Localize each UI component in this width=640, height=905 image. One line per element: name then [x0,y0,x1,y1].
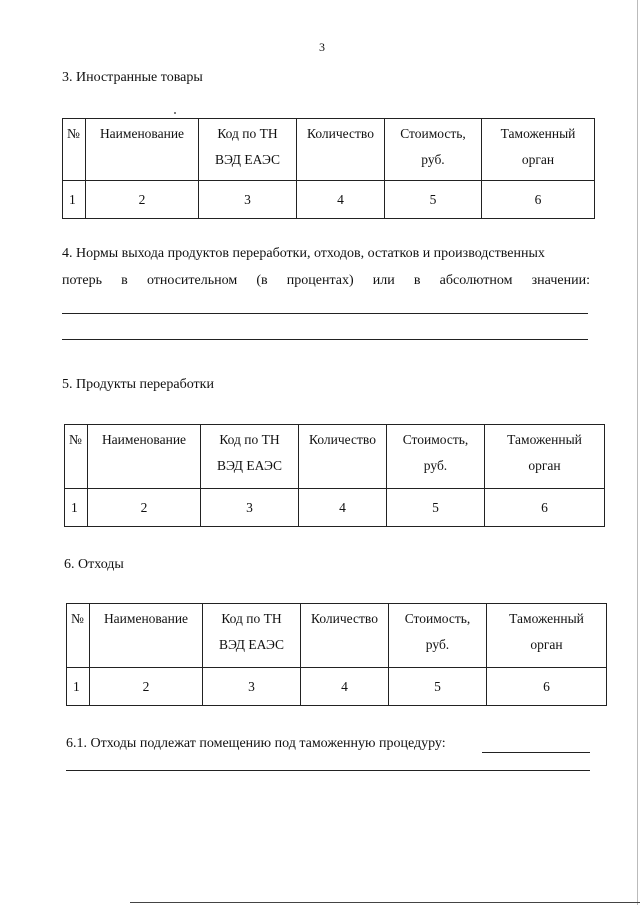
header-cell-name [88,425,201,489]
header-cell-name [90,604,203,668]
header-cell-code [199,119,297,181]
header-line: ВЭД ЕАЭС [217,458,282,473]
number-cell: 1 [63,181,86,219]
header-line: Таможенный [507,432,582,447]
section-4-word: процентах) [286,273,354,288]
section-4-line-1 [62,246,590,262]
number-cell: 5 [387,489,485,527]
header-cell-number [65,425,88,489]
section-4-word: относительном [146,273,238,288]
header-line: № [67,126,80,141]
header-line: орган [521,152,555,167]
header-line: Стоимость, [402,432,469,447]
fill-in-line [482,752,590,753]
page-number: 3 [319,40,325,54]
section-6-1-text: 6.1. Отходы подлежат помещению под таможенную процедуру: [66,736,446,751]
header-line: Код по ТН [217,126,278,141]
header-line: Стоимость, [400,126,466,141]
section-4-word: или [372,273,395,288]
scan-speck [174,112,176,114]
number-cell: 4 [299,489,387,527]
header-line: ВЭД ЕАЭС [219,637,284,652]
number-cell: 2 [90,668,203,706]
section-4-word: в [121,273,128,288]
header-cell-quantity [297,119,385,181]
section-5-heading: 5. Продукты переработки [62,377,214,392]
header-line: Количество [307,126,374,141]
number-cell: 2 [88,489,201,527]
fill-in-line [62,313,588,314]
section-3-heading: 3. Иностранные товары [62,70,203,85]
header-cell-customs [485,425,605,489]
table-number-row [63,181,595,219]
section-4-line-2 [62,273,590,289]
number-cell: 3 [201,489,299,527]
fill-in-line [66,770,590,771]
header-line: Таможенный [500,126,576,141]
fill-in-line [62,339,588,340]
header-cell-number [63,119,86,181]
table-header-row [67,604,607,668]
header-line: Код по ТН [219,432,280,447]
header-cell-customs [487,604,607,668]
section-4-text: 4. Нормы выхода продуктов переработки, отходов, остатков и производственных [62,246,545,261]
number-cell: 2 [86,181,199,219]
table-header-row [65,425,605,489]
header-line: Стоимость, [404,611,471,626]
header-line: Код по ТН [221,611,282,626]
header-line: ВЭД ЕАЭС [215,152,280,167]
header-cell-code [203,604,301,668]
header-line: Наименование [101,432,187,447]
header-line: руб. [421,152,445,167]
number-cell: 4 [297,181,385,219]
number-cell: 4 [301,668,389,706]
header-cell-cost [385,119,482,181]
number-cell: 1 [65,489,88,527]
header-line: № [69,432,82,447]
header-cell-customs [482,119,595,181]
header-cell-quantity [301,604,389,668]
waste-table [66,603,607,706]
number-cell: 1 [67,668,90,706]
header-line: орган [528,458,561,473]
header-line: орган [530,637,563,652]
header-line: руб. [423,458,448,473]
section-6-heading: 6. Отходы [64,557,124,572]
header-cell-cost [387,425,485,489]
number-cell: 6 [487,668,607,706]
section-4-word: (в [256,273,268,288]
page-edge-bottom [130,902,640,903]
header-line: Количество [311,611,378,626]
foreign-goods-table [62,118,595,219]
header-line: руб. [425,637,450,652]
table-header-row [63,119,595,181]
number-cell: 5 [385,181,482,219]
section-4-word: в [413,273,421,288]
processed-products-table [64,424,605,527]
number-cell: 6 [482,181,595,219]
number-cell: 3 [199,181,297,219]
header-line: Наименование [103,611,189,626]
number-cell: 6 [485,489,605,527]
header-line: Наименование [99,126,185,141]
number-cell: 3 [203,668,301,706]
header-cell-number [67,604,90,668]
table-number-row [65,489,605,527]
section-4-word: значении: [531,273,590,288]
header-line: № [71,611,84,626]
number-cell: 5 [389,668,487,706]
table-number-row [67,668,607,706]
header-cell-quantity [299,425,387,489]
section-4-word: потерь [62,273,103,288]
header-line: Количество [309,432,376,447]
header-line: Таможенный [509,611,584,626]
header-cell-code [201,425,299,489]
page-edge-right [637,0,638,905]
header-cell-cost [389,604,487,668]
section-4-word: абсолютном [439,273,513,288]
header-cell-name [86,119,199,181]
